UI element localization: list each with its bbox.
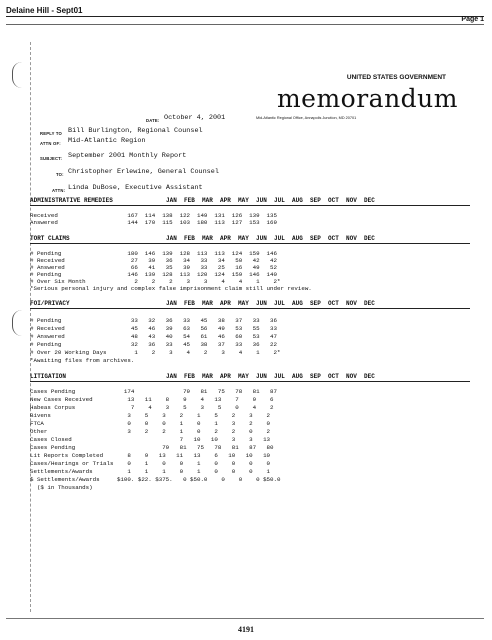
table-row: # Received 27 39 36 34 33 34 50 42 42 [30,257,277,264]
table-row: # Received 45 46 39 63 56 49 53 55 33 [30,325,277,332]
table-row: # Over 20 Working Days 1 2 3 4 2 3 4 1 2* [30,349,281,356]
table-row: New Cases Received 13 11 8 9 4 13 7 9 6 [30,396,274,403]
table-row: Settlements/Awards 1 1 1 0 1 0 0 0 1 [30,468,271,475]
month-header: JAN FEB MAR APR MAY JUN JUL AUG SEP OCT NOV DEC [166,300,375,307]
section-rule [30,243,470,244]
month-header: JAN FEB MAR APR MAY JUN JUL AUG SEP OCT NOV DEC [166,235,375,242]
binder-mark-bottom [12,310,23,336]
page-number: 4191 [238,625,254,634]
table-row: # Answered 66 41 35 39 33 25 16 49 52 [30,264,277,271]
table-row: Cases Pending 79 81 75 78 81 87 80 [30,444,274,451]
section-rule [30,381,470,382]
section-rule [30,308,470,309]
section-title-foi-privacy: FOI/PRIVACY [30,300,70,307]
attn-value: Linda DuBose, Executive Assistant [68,184,203,192]
table-row: Answered 144 170 115 103 180 113 127 153 169 [30,219,277,226]
date-value: October 4, 2001 [164,114,226,122]
footer-rule [6,618,484,619]
office-location: Mid-Atlantic Regional Office, Annapolis Junction, MD 20701 [256,116,357,120]
reply-to-label: REPLY TO [40,131,63,136]
month-header: JAN FEB MAR APR MAY JUN JUL AUG SEP OCT NOV DEC [166,197,375,204]
section-rule [30,205,470,206]
table-row: Received 167 114 138 122 149 131 126 139 135 [30,212,277,219]
government-heading: UNITED STATES GOVERNMENT [346,74,446,81]
to-value: Christopher Erlewine, General Counsel [68,168,219,176]
attn-of-value: Mid-Atlantic Region [68,137,146,145]
attn-label: ATTN: [52,188,66,193]
fax-header-title: Delaine Hill - Sept01 [6,6,83,15]
table-row: # Pending 33 32 36 33 45 38 37 33 36 [30,317,277,324]
table-row: Cases Closed 7 10 10 3 3 13 [30,436,271,443]
header-rule [6,16,484,17]
table-row: $ Settlements/Awards $100. $22. $375. 0 $50.0 0 0 0 $50.0 [30,476,281,483]
binder-mark-top [12,62,23,88]
table-row: # Pending 32 36 33 45 38 37 33 36 22 [30,341,277,348]
section-title-litigation: LITIGATION [30,373,67,380]
table-row: Habeas Corpus 7 4 3 5 3 5 0 4 2 [30,404,274,411]
section-title-admin-remedies: ADMINISTRATIVE REMEDIES [30,197,113,204]
attn-of-label: ATTN OF: [40,141,61,146]
table-row: Bivens 3 5 3 2 1 5 2 3 2 [30,412,271,419]
table-row: Lit Reports Completed 8 9 13 11 13 6 10 10 10 [30,452,271,459]
date-label: DATE: [146,118,160,123]
footnote: ($ in Thousands) [30,484,93,491]
section-title-tort-claims: TORT CLAIMS [30,235,70,242]
reply-to-value: Bill Burlington, Regional Counsel [68,127,203,135]
table-row: # Pending 180 146 139 128 113 113 124 159 146 [30,250,277,257]
footnote: *Serious personal injury and complex false imprisonment claim still under review. [30,285,312,292]
month-header: JAN FEB MAR APR MAY JUN JUL AUG SEP OCT NOV DEC [166,373,375,380]
page-indicator: Page 1 [461,16,484,23]
to-label: TO: [56,172,64,177]
memo-title: memorandum [276,84,458,113]
table-row: # Answered 48 43 40 54 61 46 60 53 47 [30,333,277,340]
header-rule-double [6,24,484,25]
subject-label: SUBJECT: [40,156,63,161]
footnote: *Awaiting files from archives. [30,357,135,364]
table-row: FTCA 0 0 0 1 0 1 3 2 0 [30,420,271,427]
table-row: Cases/Hearings or Trials 0 1 0 0 1 0 0 0 0 [30,460,271,467]
table-row: # Over Six Month 2 2 2 3 3 4 4 1 2* [30,278,281,285]
table-row: Other 3 2 2 1 0 2 2 0 2 [30,428,271,435]
table-row: # Pending 146 139 128 113 120 124 159 146 140 [30,271,277,278]
table-row: Cases Pending 174 79 81 75 78 81 87 [30,388,277,395]
subject-value: September 2001 Monthly Report [68,152,187,160]
